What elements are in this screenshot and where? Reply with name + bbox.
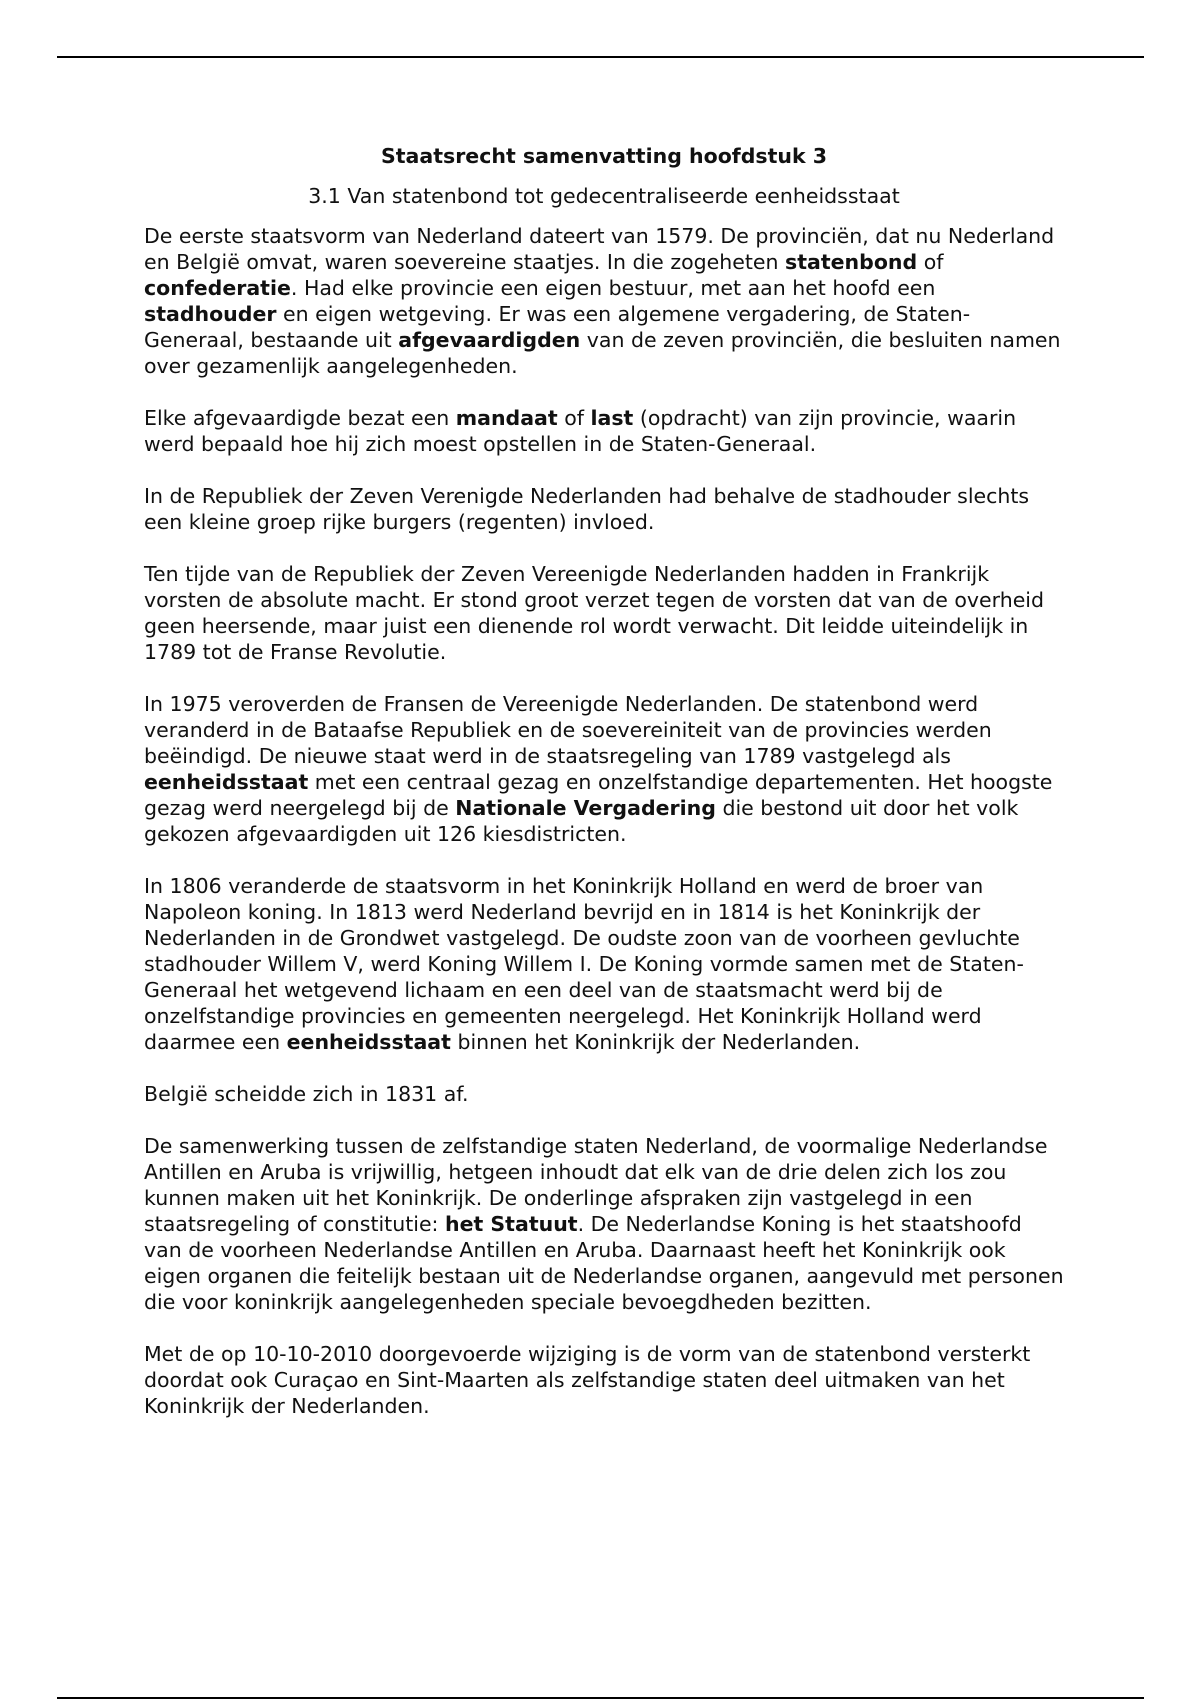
paragraph	[144, 561, 1064, 665]
bold-term: Nationale Vergadering	[455, 796, 716, 820]
text-run: met een centraal gezag en onzelfstandige departementen. Het hoogste gezag werd neergelegd bij de	[144, 770, 1053, 820]
text-run: . De Nederlandse Koning is het staatshoofd van de voorheen Nederlandse Antillen en Aruba. Daarnaast heeft het Koninkrijk ook eigen organen die feitelijk bestaan uit de Nederlandse organen, aangevuld met personen die voor koninkrijk aangelegenheden speciale bevoegdheden bezitten.	[144, 1212, 1064, 1314]
text-run: . Had elke provincie een eigen bestuur, met aan het hoofd een	[290, 276, 936, 300]
paragraph	[144, 483, 1064, 535]
text-run: of	[917, 250, 944, 274]
text-run: binnen het Koninkrijk der Nederlanden.	[450, 1030, 861, 1054]
text-run: of	[557, 406, 591, 430]
text-run: In de Republiek der Zeven Verenigde Nederlanden had behalve de stadhouder slechts een kleine groep rijke burgers (regenten) invloed.	[144, 484, 1030, 534]
text-run: en eigen wetgeving. Er was een algemene vergadering, de Staten-Generaal, bestaande uit	[144, 302, 971, 352]
document-body	[144, 143, 1064, 1445]
paragraph-list	[144, 223, 1064, 1419]
paragraph	[144, 1133, 1064, 1315]
header-rule	[57, 56, 1144, 58]
paragraph	[144, 223, 1064, 379]
text-run: De eerste staatsvorm van Nederland dateert van 1579. De provinciën, dat nu Nederland en België omvat, waren soevereine staatjes. In die zogeheten	[144, 224, 1055, 274]
text-run: die bestond uit door het volk gekozen afgevaardigden uit 126 kiesdistricten.	[144, 796, 1019, 846]
text-run: (opdracht) van zijn provincie, waarin werd bepaald hoe hij zich moest opstellen in de Staten-Generaal.	[144, 406, 1017, 456]
bold-term: stadhouder	[144, 302, 277, 326]
bold-term: het Statuut	[444, 1212, 578, 1236]
bold-term: mandaat	[455, 406, 558, 430]
paragraph	[144, 691, 1064, 847]
document-title: Staatsrecht samenvatting hoofdstuk 3	[380, 144, 828, 168]
paragraph	[144, 1081, 1064, 1107]
text-run: De samenwerking tussen de zelfstandige staten Nederland, de voormalige Nederlandse Antillen en Aruba is vrijwillig, hetgeen inhoudt dat elk van de drie delen zich los zou kunnen maken uit het Koninkrijk. De onderlinge afspraken zijn vastgelegd in een staatsregeling of constitutie:	[144, 1134, 1048, 1236]
text-run: In 1806 veranderde de staatsvorm in het Koninkrijk Holland en werd de broer van Napoleon koning. In 1813 werd Nederland bevrijd en in 1814 is het Koninkrijk der Nederlanden in de Grondwet vastgelegd. De oudste zoon van de voorheen gevluchte stadhouder Willem V, werd Koning Willem I. De Koning vormde samen met de Staten-Generaal het wetgevend lichaam en een deel van de staatsmacht werd bij de onzelfstandige provincies en gemeenten neergelegd. Het Koninkrijk Holland werd daarmee een	[144, 874, 1024, 1054]
bold-term: last	[590, 406, 634, 430]
paragraph	[144, 405, 1064, 457]
text-run: In 1975 veroverden de Fransen de Vereenigde Nederlanden. De statenbond werd veranderd in de Bataafse Republiek en de soevereiniteit van de provincies werden beëindigd. De nieuwe staat werd in de staatsregeling van 1789 vastgelegd als	[144, 692, 992, 768]
bold-term: statenbond	[785, 250, 918, 274]
paragraph	[144, 1341, 1064, 1419]
text-run: van de zeven provinciën, die besluiten namen over gezamenlijk aangelegenheden.	[144, 328, 1061, 378]
text-run: België scheidde zich in 1831 af.	[144, 1082, 469, 1106]
section-heading: 3.1 Van statenbond tot gedecentraliseerde eenheidsstaat	[308, 184, 900, 208]
text-run: Ten tijde van de Republiek der Zeven Vereenigde Nederlanden hadden in Frankrijk vorsten de absolute macht. Er stond groot verzet tegen de vorsten dat van de overheid geen heersende, maar juist een dienende rol wordt verwacht. Dit leidde uiteindelijk in 1789 tot de Franse Revolutie.	[144, 562, 1045, 664]
bold-term: afgevaardigden	[398, 328, 581, 352]
bold-term: confederatie	[144, 276, 291, 300]
bold-term: eenheidsstaat	[144, 770, 309, 794]
text-run: Met de op 10-10-2010 doorgevoerde wijziging is de vorm van de statenbond versterkt doordat ook Curaçao en Sint-Maarten als zelfstandige staten deel uitmaken van het Koninkrijk der Nederlanden.	[144, 1342, 1031, 1418]
text-run: Elke afgevaardigde bezat een	[144, 406, 456, 430]
footer-rule	[57, 1697, 1144, 1699]
bold-term: eenheidsstaat	[286, 1030, 451, 1054]
paragraph	[144, 873, 1064, 1055]
